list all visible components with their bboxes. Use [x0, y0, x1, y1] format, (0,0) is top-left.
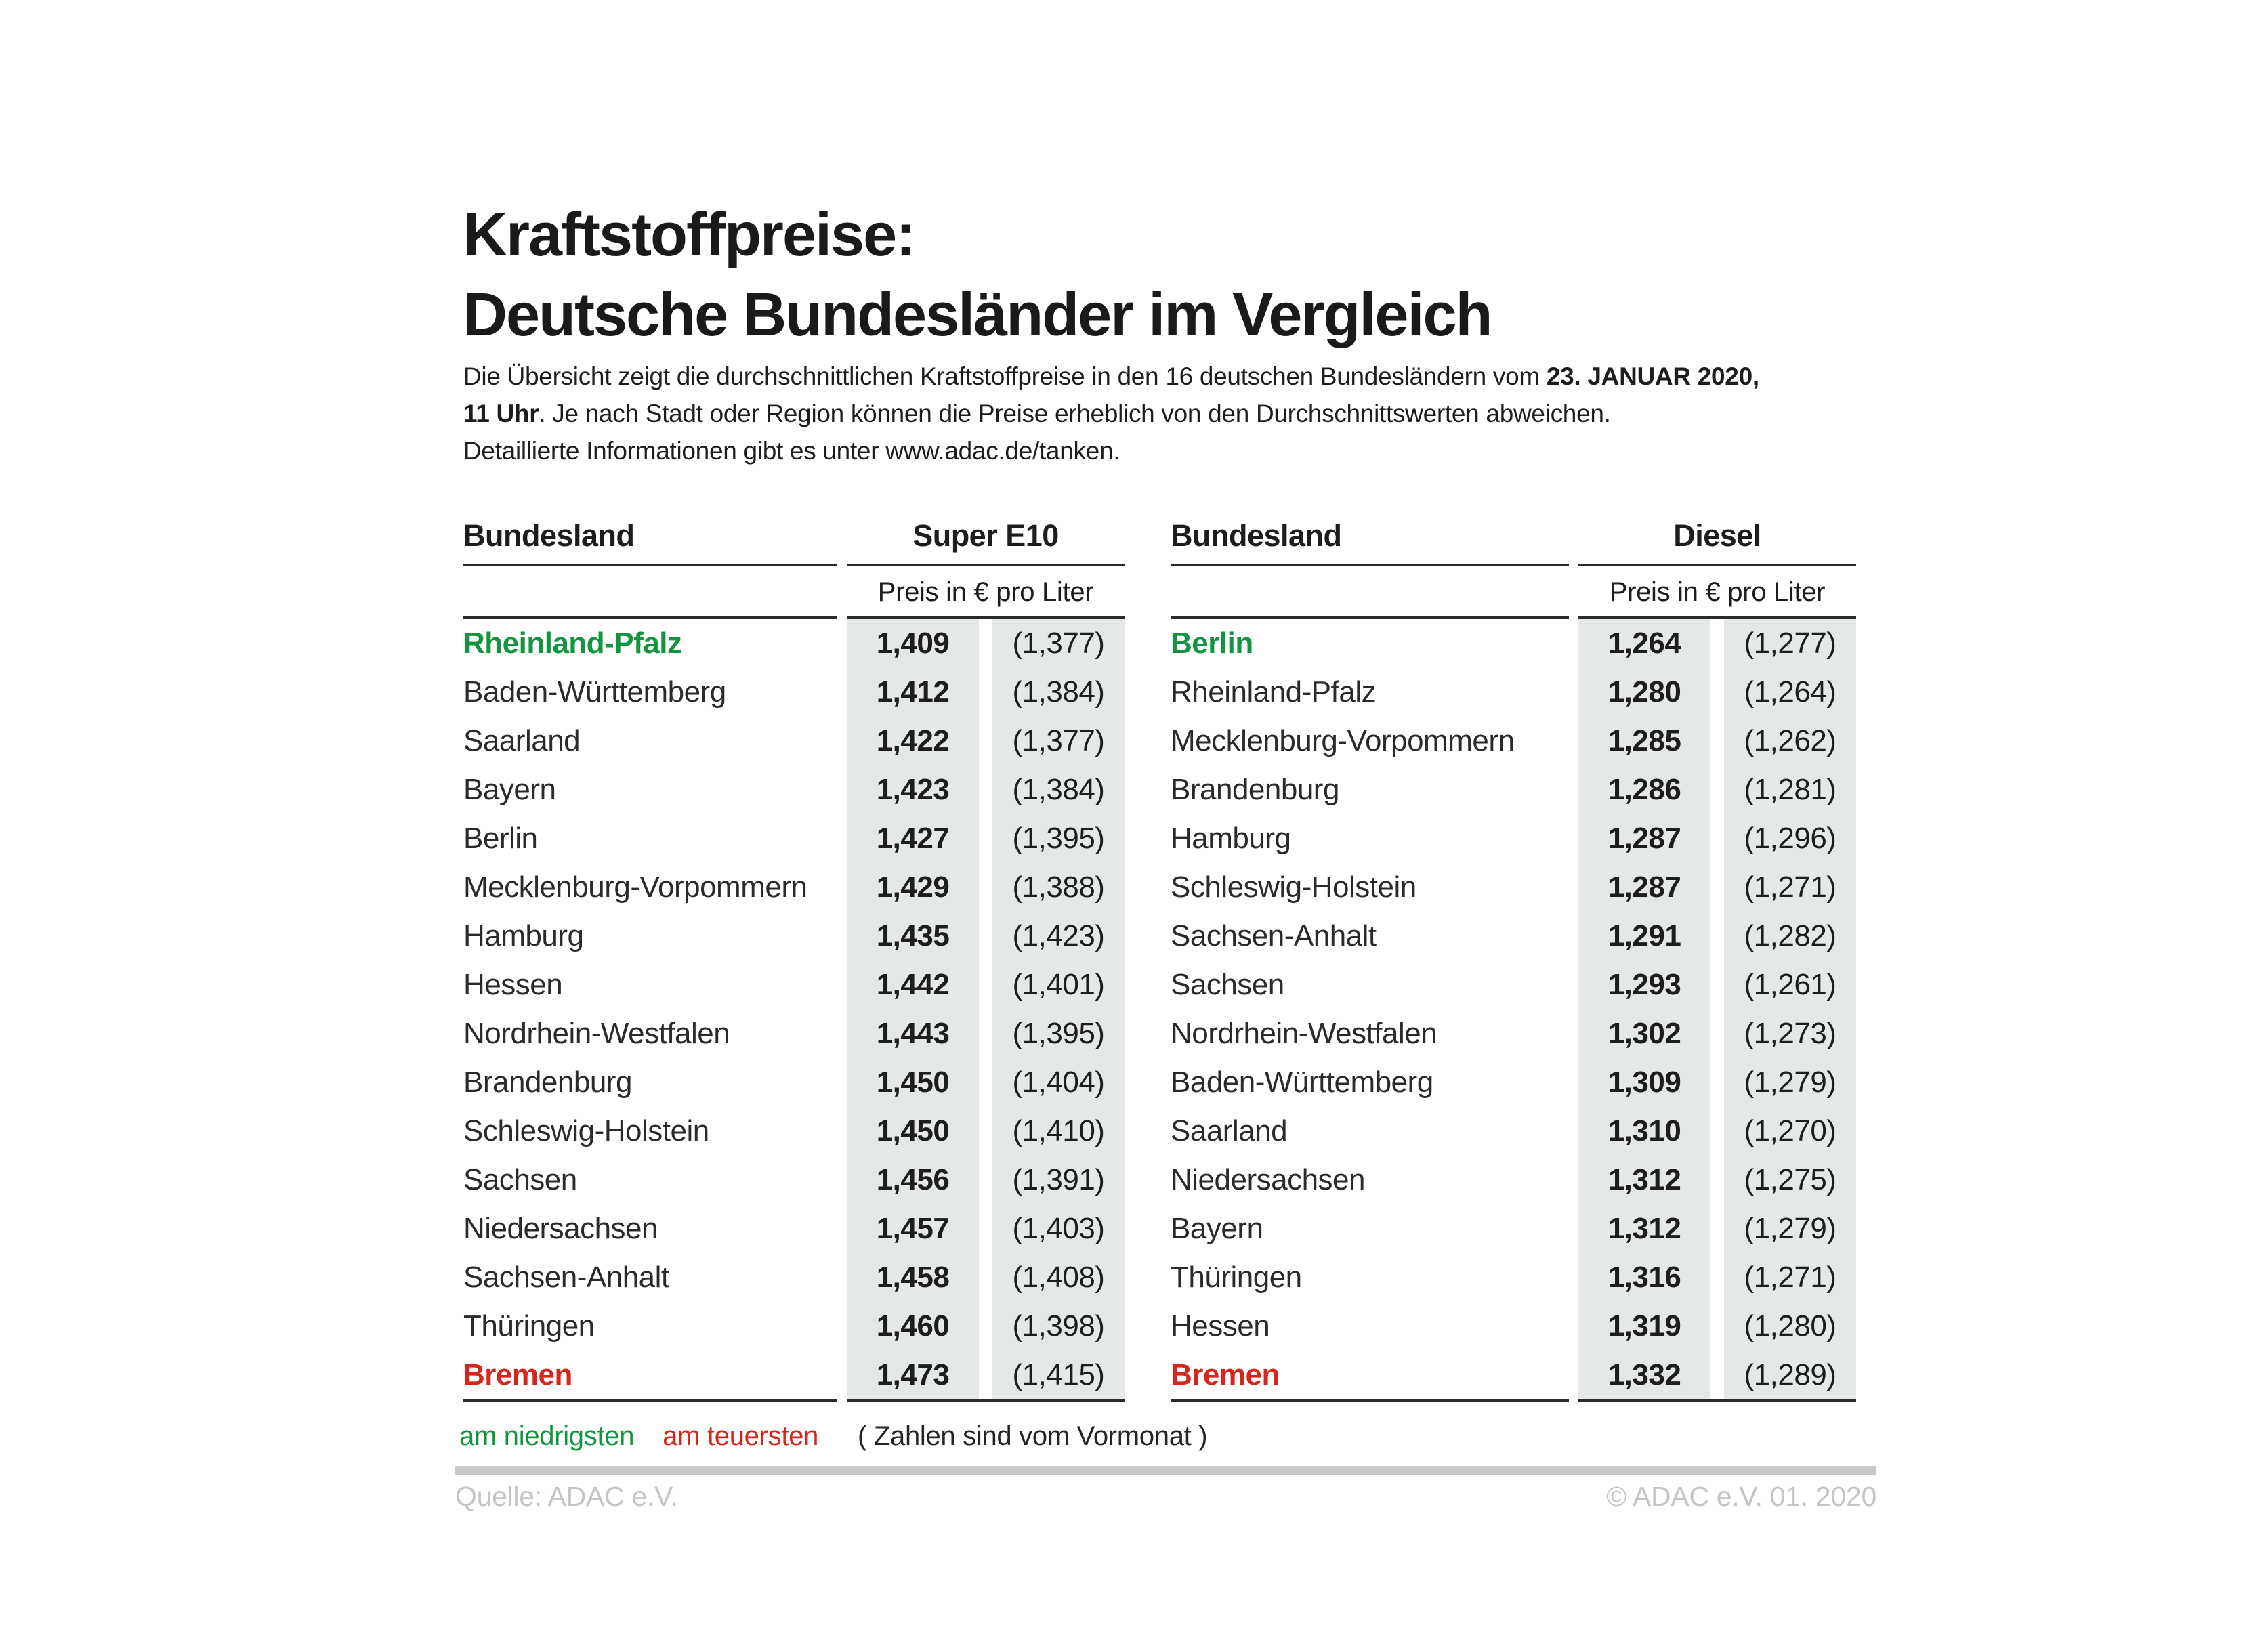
source-credit: Quelle: ADAC e.V.: [455, 1481, 678, 1512]
price-previous-month: (1,271): [1724, 1253, 1856, 1302]
price-previous-month: (1,279): [1724, 1204, 1856, 1253]
price-cells: [847, 961, 1125, 1009]
diesel-column-header: Diesel: [1578, 515, 1856, 566]
price-previous-month: (1,282): [1724, 912, 1856, 961]
price-previous-month: (1,271): [1724, 863, 1856, 912]
intro-paragraph: [463, 358, 1759, 469]
price-cells: [847, 668, 1125, 717]
table-body: [1171, 619, 1856, 1399]
legend-highest: am teuersten: [663, 1421, 819, 1451]
price-cells: [1578, 863, 1856, 912]
state-name: Sachsen-Anhalt: [1171, 919, 1377, 952]
price-current: 1,422: [847, 717, 979, 765]
price-current: 1,450: [847, 1107, 979, 1156]
price-cells: [1578, 1302, 1856, 1351]
price-current: 1,457: [847, 1204, 979, 1253]
price-current: 1,286: [1578, 765, 1710, 814]
table-row: [463, 1058, 1125, 1107]
table-row: [463, 1253, 1125, 1302]
price-current: 1,435: [847, 912, 979, 961]
copyright-notice: © ADAC e.V. 01. 2020: [1606, 1481, 1876, 1512]
price-previous-month: (1,281): [1724, 765, 1856, 814]
state-name: Thüringen: [463, 1309, 595, 1343]
price-current: 1,293: [1578, 961, 1710, 1009]
table-header-row: [1171, 515, 1856, 566]
price-current: 1,429: [847, 863, 979, 912]
state-name: Nordrhein-Westfalen: [463, 1017, 730, 1050]
price-current: 1,316: [1578, 1253, 1710, 1302]
price-cells: [1578, 619, 1856, 668]
state-name: Berlin: [1171, 627, 1253, 660]
table-subheader-row: [463, 566, 1125, 619]
price-current: 1,309: [1578, 1058, 1710, 1107]
state-name: Niedersachsen: [463, 1212, 658, 1245]
state-name: Niedersachsen: [1171, 1163, 1365, 1196]
table-row: [1171, 619, 1856, 668]
table-row: [463, 1009, 1125, 1058]
price-previous-month: (1,377): [992, 619, 1125, 668]
price-previous-month: (1,289): [1724, 1351, 1856, 1399]
table-row: [463, 912, 1125, 961]
footer-divider-bar: [455, 1466, 1876, 1475]
unit-header: Preis in € pro Liter: [847, 566, 1125, 619]
price-previous-month: (1,410): [992, 1107, 1125, 1156]
intro-line: Detaillierte Informationen gibt es unter www.adac.de/tanken.: [463, 437, 1120, 465]
empty-subheader-cell: [1171, 566, 1569, 619]
state-name: Bremen: [1171, 1358, 1280, 1391]
table-row: [463, 1302, 1125, 1351]
price-previous-month: (1,401): [992, 961, 1125, 1009]
intro-line: 11 Uhr. Je nach Stadt oder Region können die Preise erheblich von den Durchschnittswerten abweichen.: [463, 400, 1611, 427]
price-previous-month: (1,384): [992, 765, 1125, 814]
price-current: 1,456: [847, 1156, 979, 1204]
empty-subheader-cell: [463, 566, 837, 619]
table-row: [463, 1107, 1125, 1156]
table-row: [1171, 1302, 1856, 1351]
table-row: [1171, 814, 1856, 863]
price-previous-month: (1,408): [992, 1253, 1125, 1302]
state-name: Hamburg: [463, 919, 584, 952]
super-e10-column-header: Super E10: [847, 515, 1125, 566]
state-name: Bremen: [463, 1358, 572, 1391]
table-body: [463, 619, 1125, 1399]
state-name: Brandenburg: [1171, 773, 1339, 806]
state-name: Sachsen-Anhalt: [463, 1261, 669, 1294]
price-cells: [847, 1253, 1125, 1302]
price-previous-month: (1,261): [1724, 961, 1856, 1009]
state-name: Nordrhein-Westfalen: [1171, 1017, 1437, 1050]
price-previous-month: (1,377): [992, 717, 1125, 765]
page-title: [463, 195, 1492, 355]
state-name: Mecklenburg-Vorpommern: [1171, 724, 1515, 757]
state-name: Baden-Württemberg: [463, 675, 726, 709]
price-current: 1,409: [847, 619, 979, 668]
table-row: [463, 1204, 1125, 1253]
price-previous-month: (1,273): [1724, 1009, 1856, 1058]
price-current: 1,302: [1578, 1009, 1710, 1058]
price-previous-month: (1,391): [992, 1156, 1125, 1204]
price-previous-month: (1,280): [1724, 1302, 1856, 1351]
price-current: 1,412: [847, 668, 979, 717]
price-cells: [1578, 961, 1856, 1009]
price-previous-month: (1,415): [992, 1351, 1125, 1399]
state-name: Baden-Württemberg: [1171, 1066, 1433, 1099]
price-cells: [1578, 765, 1856, 814]
state-name: Sachsen: [1171, 968, 1284, 1001]
price-cells: [847, 1302, 1125, 1351]
price-current: 1,310: [1578, 1107, 1710, 1156]
price-current: 1,458: [847, 1253, 979, 1302]
legend-lowest: am niedrigsten: [459, 1421, 635, 1451]
table-row: [463, 961, 1125, 1009]
price-cells: [1578, 912, 1856, 961]
state-name: Thüringen: [1171, 1261, 1302, 1294]
state-name: Schleswig-Holstein: [1171, 870, 1416, 904]
price-previous-month: (1,395): [992, 814, 1125, 863]
table-row: [463, 814, 1125, 863]
price-cells: [1578, 668, 1856, 717]
price-previous-month: (1,296): [1724, 814, 1856, 863]
table-row: [1171, 1156, 1856, 1204]
legend-note: ( Zahlen sind vom Vormonat ): [858, 1421, 1208, 1451]
table-row: [463, 1351, 1125, 1399]
table-row: [1171, 1253, 1856, 1302]
diesel-table: [1171, 515, 1856, 1402]
state-name: Saarland: [463, 724, 581, 757]
price-previous-month: (1,264): [1724, 668, 1856, 717]
price-cells: [847, 765, 1125, 814]
price-current: 1,264: [1578, 619, 1710, 668]
table-row: [463, 668, 1125, 717]
price-cells: [1578, 1253, 1856, 1302]
state-name: Saarland: [1171, 1114, 1288, 1148]
table-row: [1171, 668, 1856, 717]
price-cells: [847, 912, 1125, 961]
bundesland-column-header: Bundesland: [1171, 515, 1569, 566]
price-current: 1,312: [1578, 1204, 1710, 1253]
price-current: 1,287: [1578, 814, 1710, 863]
price-current: 1,287: [1578, 863, 1710, 912]
price-previous-month: (1,403): [992, 1204, 1125, 1253]
table-row: [1171, 912, 1856, 961]
table-row: [1171, 1107, 1856, 1156]
price-cells: [847, 717, 1125, 765]
state-name: Bayern: [1171, 1212, 1263, 1245]
footer: [455, 1481, 1876, 1513]
price-cells: [847, 1204, 1125, 1253]
price-previous-month: (1,398): [992, 1302, 1125, 1351]
price-current: 1,312: [1578, 1156, 1710, 1204]
price-current: 1,319: [1578, 1302, 1710, 1351]
table-row: [1171, 1058, 1856, 1107]
state-name: Hessen: [1171, 1309, 1270, 1343]
price-previous-month: (1,404): [992, 1058, 1125, 1107]
price-previous-month: (1,395): [992, 1009, 1125, 1058]
price-current: 1,285: [1578, 717, 1710, 765]
price-cells: [1578, 1351, 1856, 1399]
state-name: Rheinland-Pfalz: [1171, 675, 1377, 709]
price-cells: [847, 1009, 1125, 1058]
table-row: [1171, 717, 1856, 765]
table-row: [463, 717, 1125, 765]
table-bottom-rule: [1171, 1399, 1856, 1402]
price-previous-month: (1,275): [1724, 1156, 1856, 1204]
price-cells: [847, 619, 1125, 668]
price-previous-month: (1,388): [992, 863, 1125, 912]
title-line-1: Kraftstoffpreise:: [463, 201, 915, 269]
price-current: 1,450: [847, 1058, 979, 1107]
price-current: 1,442: [847, 961, 979, 1009]
price-cells: [847, 863, 1125, 912]
price-current: 1,332: [1578, 1351, 1710, 1399]
price-current: 1,423: [847, 765, 979, 814]
price-cells: [847, 1156, 1125, 1204]
price-cells: [1578, 1156, 1856, 1204]
price-previous-month: (1,262): [1724, 717, 1856, 765]
price-cells: [1578, 717, 1856, 765]
price-current: 1,427: [847, 814, 979, 863]
bundesland-column-header: Bundesland: [463, 515, 837, 566]
table-row: [463, 765, 1125, 814]
super-e10-table: [463, 515, 1125, 1402]
price-cells: [1578, 1204, 1856, 1253]
price-cells: [847, 1107, 1125, 1156]
price-current: 1,460: [847, 1302, 979, 1351]
price-cells: [1578, 1009, 1856, 1058]
table-row: [463, 863, 1125, 912]
unit-header: Preis in € pro Liter: [1578, 566, 1856, 619]
table-header-row: [463, 515, 1125, 566]
state-name: Brandenburg: [463, 1066, 632, 1099]
legend: [459, 1420, 1207, 1452]
table-row: [1171, 1351, 1856, 1399]
state-name: Schleswig-Holstein: [463, 1114, 709, 1148]
state-name: Sachsen: [463, 1163, 577, 1196]
price-cells: [847, 814, 1125, 863]
price-previous-month: (1,423): [992, 912, 1125, 961]
state-name: Berlin: [463, 822, 538, 855]
price-previous-month: (1,277): [1724, 619, 1856, 668]
table-bottom-rule: [463, 1399, 1125, 1402]
price-current: 1,280: [1578, 668, 1710, 717]
price-current: 1,291: [1578, 912, 1710, 961]
intro-line: Die Übersicht zeigt die durchschnittlichen Kraftstoffpreise in den 16 deutschen Bundesländern vom 23. JANUAR 2020,: [463, 362, 1759, 390]
table-row: [1171, 1204, 1856, 1253]
price-previous-month: (1,270): [1724, 1107, 1856, 1156]
price-cells: [1578, 814, 1856, 863]
table-row: [1171, 961, 1856, 1009]
price-previous-month: (1,384): [992, 668, 1125, 717]
price-cells: [847, 1351, 1125, 1399]
title-line-2: Deutsche Bundesländer im Vergleich: [463, 281, 1492, 349]
state-name: Hessen: [463, 968, 563, 1001]
state-name: Rheinland-Pfalz: [463, 627, 682, 660]
price-cells: [847, 1058, 1125, 1107]
table-row: [1171, 1009, 1856, 1058]
price-previous-month: (1,279): [1724, 1058, 1856, 1107]
table-row: [1171, 863, 1856, 912]
state-name: Bayern: [463, 773, 556, 806]
state-name: Mecklenburg-Vorpommern: [463, 870, 807, 904]
table-row: [1171, 765, 1856, 814]
price-cells: [1578, 1107, 1856, 1156]
table-row: [463, 619, 1125, 668]
price-current: 1,443: [847, 1009, 979, 1058]
table-subheader-row: [1171, 566, 1856, 619]
table-row: [463, 1156, 1125, 1204]
price-cells: [1578, 1058, 1856, 1107]
state-name: Hamburg: [1171, 822, 1291, 855]
price-current: 1,473: [847, 1351, 979, 1399]
